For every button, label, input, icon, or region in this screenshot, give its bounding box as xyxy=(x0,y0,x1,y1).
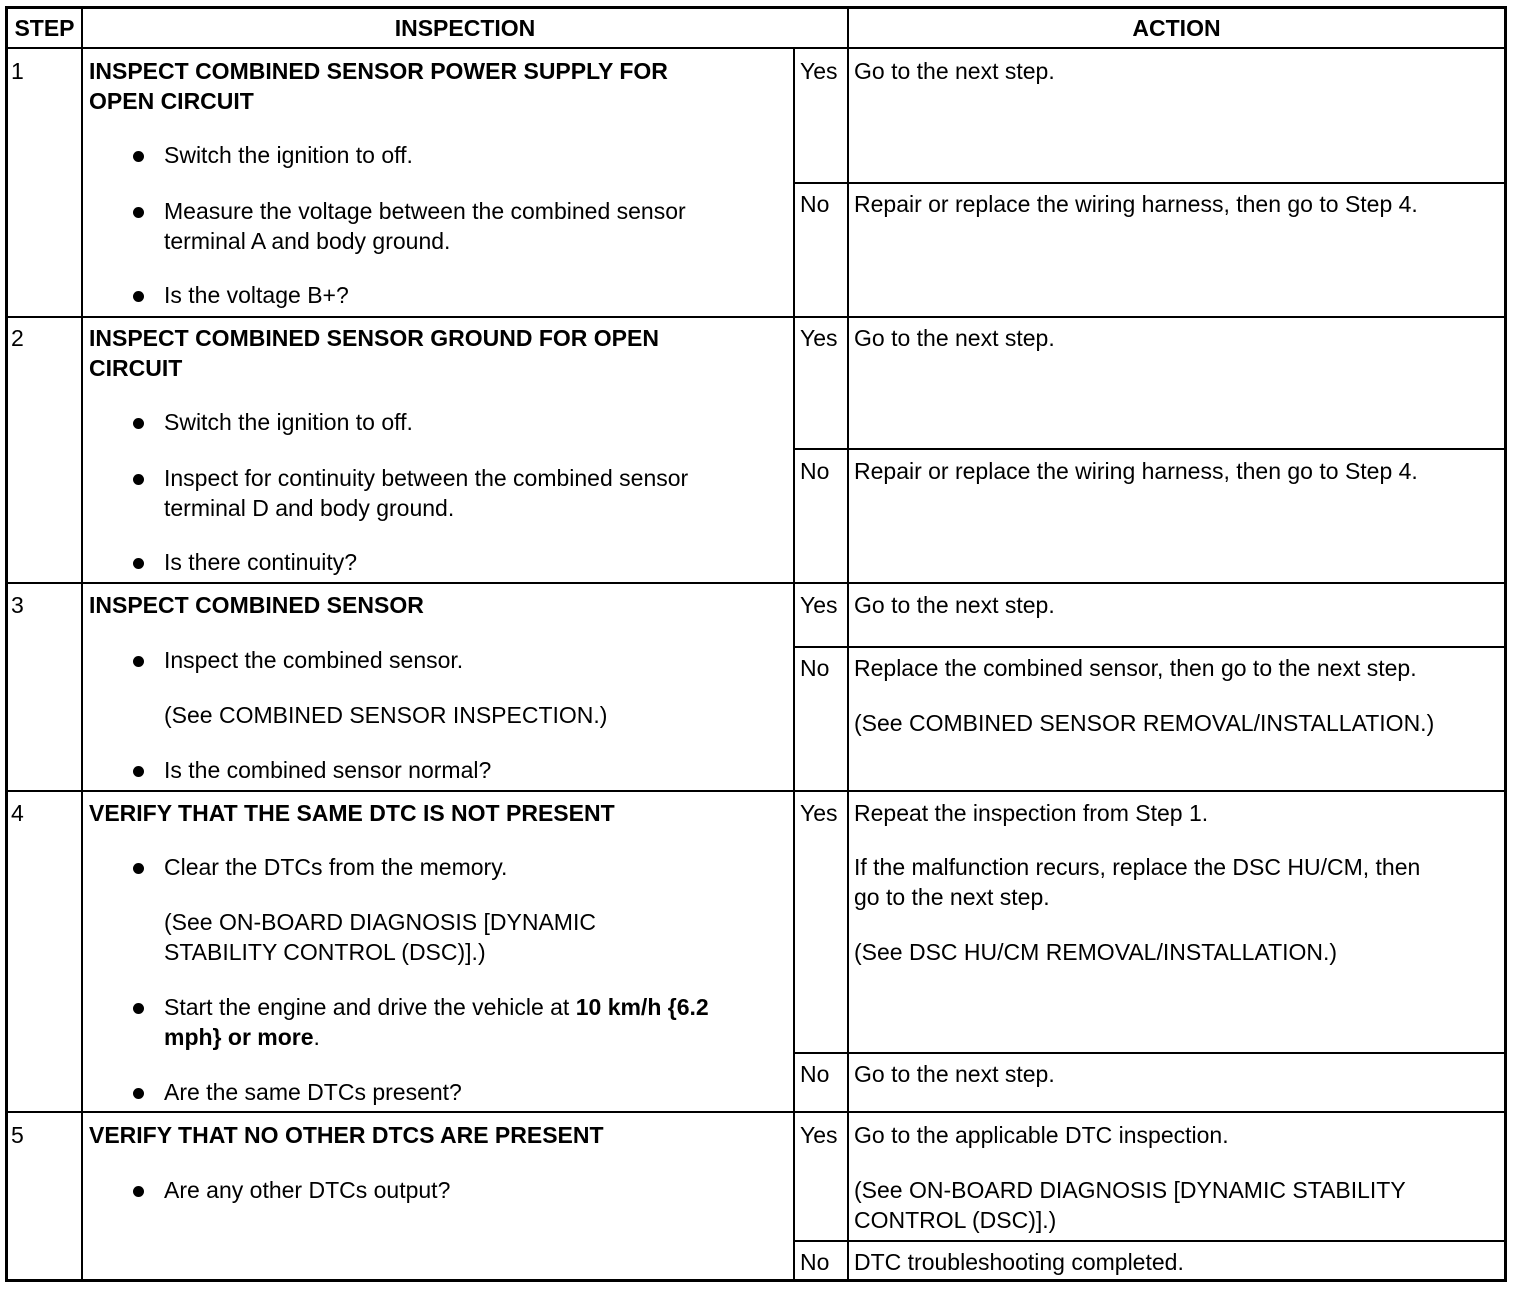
bullet-icon xyxy=(133,863,144,874)
bullet-text: Switch the ignition to off. xyxy=(164,409,413,435)
step-title: CIRCUIT xyxy=(89,355,183,381)
yes-action: Go to the next step. xyxy=(854,58,1055,84)
bullet-text: Inspect the combined sensor. xyxy=(164,647,464,673)
bullet-icon xyxy=(133,558,144,569)
step-number: 5 xyxy=(11,1122,24,1148)
bullet-text: mph} or more. xyxy=(164,1024,320,1050)
no-action: Replace the combined sensor, then go to the next step. xyxy=(854,655,1417,681)
grid-line xyxy=(793,448,1507,450)
reference-text: (See ON-BOARD DIAGNOSIS [DYNAMIC STABILITY xyxy=(854,1177,1406,1203)
bullet-text: terminal A and body ground. xyxy=(164,228,451,254)
step-title: VERIFY THAT THE SAME DTC IS NOT PRESENT xyxy=(89,800,615,826)
grid-line xyxy=(5,582,1507,584)
no-action: Repair or replace the wiring harness, then go to Step 4. xyxy=(854,191,1418,217)
reference-text: (See COMBINED SENSOR REMOVAL/INSTALLATION.) xyxy=(854,710,1435,736)
grid-line xyxy=(847,6,849,1282)
yes-action: If the malfunction recurs, replace the DSC HU/CM, then xyxy=(854,854,1421,880)
no-action: DTC troubleshooting completed. xyxy=(854,1249,1184,1275)
bullet-icon xyxy=(133,1186,144,1197)
bullet-icon xyxy=(133,766,144,777)
grid-line xyxy=(5,316,1507,318)
yes-action: Repeat the inspection from Step 1. xyxy=(854,800,1209,826)
bullet-icon xyxy=(133,1003,144,1014)
reference-text: (See COMBINED SENSOR INSPECTION.) xyxy=(164,702,608,728)
yes-action: go to the next step. xyxy=(854,884,1050,910)
bullet-icon xyxy=(133,207,144,218)
bullet-text-bold: mph} or more xyxy=(164,1024,314,1050)
no-label: No xyxy=(800,1061,830,1087)
bullet-icon xyxy=(133,291,144,302)
bullet-text: Are the same DTCs present? xyxy=(164,1079,462,1105)
step-title: INSPECT COMBINED SENSOR POWER SUPPLY FOR xyxy=(89,58,668,84)
reference-text: (See DSC HU/CM REMOVAL/INSTALLATION.) xyxy=(854,939,1338,965)
grid-line xyxy=(793,646,1507,648)
bullet-icon xyxy=(133,1088,144,1099)
bullet-text: Is there continuity? xyxy=(164,549,358,575)
bullet-icon xyxy=(133,474,144,485)
bullet-text: Clear the DTCs from the memory. xyxy=(164,854,508,880)
header-inspection: INSPECTION xyxy=(394,15,536,41)
step-number: 1 xyxy=(11,58,24,84)
step-title: VERIFY THAT NO OTHER DTCS ARE PRESENT xyxy=(89,1122,604,1148)
grid-line xyxy=(793,1240,1507,1242)
reference-text: STABILITY CONTROL (DSC)].) xyxy=(164,939,486,965)
grid-line xyxy=(793,47,795,1282)
bullet-text: Switch the ignition to off. xyxy=(164,142,413,168)
no-action: Repair or replace the wiring harness, then go to Step 4. xyxy=(854,458,1418,484)
bullet-icon xyxy=(133,656,144,667)
header-step: STEP xyxy=(14,15,75,41)
no-label: No xyxy=(800,655,830,681)
grid-line xyxy=(5,47,1507,49)
step-title: INSPECT COMBINED SENSOR GROUND FOR OPEN xyxy=(89,325,659,351)
yes-action: Go to the next step. xyxy=(854,325,1055,351)
reference-text: CONTROL (DSC)].) xyxy=(854,1207,1057,1233)
yes-label: Yes xyxy=(800,592,838,618)
bullet-text: Start the engine and drive the vehicle at 10 km/h {6.2 xyxy=(164,994,709,1020)
bullet-text: Is the voltage B+? xyxy=(164,282,349,308)
grid-line xyxy=(81,6,83,1282)
no-label: No xyxy=(800,1249,830,1275)
bullet-icon xyxy=(133,151,144,162)
step-number: 2 xyxy=(11,325,24,351)
no-action: Go to the next step. xyxy=(854,1061,1055,1087)
yes-label: Yes xyxy=(800,1122,838,1148)
bullet-text: Inspect for continuity between the combined sensor xyxy=(164,465,689,491)
step-title: OPEN CIRCUIT xyxy=(89,88,254,114)
step-number: 3 xyxy=(11,592,24,618)
bullet-icon xyxy=(133,418,144,429)
grid-line xyxy=(5,1111,1507,1113)
no-label: No xyxy=(800,191,830,217)
bullet-text: terminal D and body ground. xyxy=(164,495,455,521)
grid-line xyxy=(793,1052,1507,1054)
yes-action: Go to the next step. xyxy=(854,592,1055,618)
bullet-text-bold: 10 km/h {6.2 xyxy=(575,994,709,1020)
bullet-text: Measure the voltage between the combined sensor xyxy=(164,198,686,224)
header-action: ACTION xyxy=(1132,15,1221,41)
yes-label: Yes xyxy=(800,800,838,826)
yes-label: Yes xyxy=(800,58,838,84)
bullet-text: Is the combined sensor normal? xyxy=(164,757,492,783)
yes-action: Go to the applicable DTC inspection. xyxy=(854,1122,1229,1148)
grid-line xyxy=(793,182,1507,184)
no-label: No xyxy=(800,458,830,484)
yes-label: Yes xyxy=(800,325,838,351)
step-title: INSPECT COMBINED SENSOR xyxy=(89,592,424,618)
grid-line xyxy=(5,790,1507,792)
reference-text: (See ON-BOARD DIAGNOSIS [DYNAMIC xyxy=(164,909,596,935)
bullet-text: Are any other DTCs output? xyxy=(164,1177,451,1203)
step-number: 4 xyxy=(11,800,24,826)
